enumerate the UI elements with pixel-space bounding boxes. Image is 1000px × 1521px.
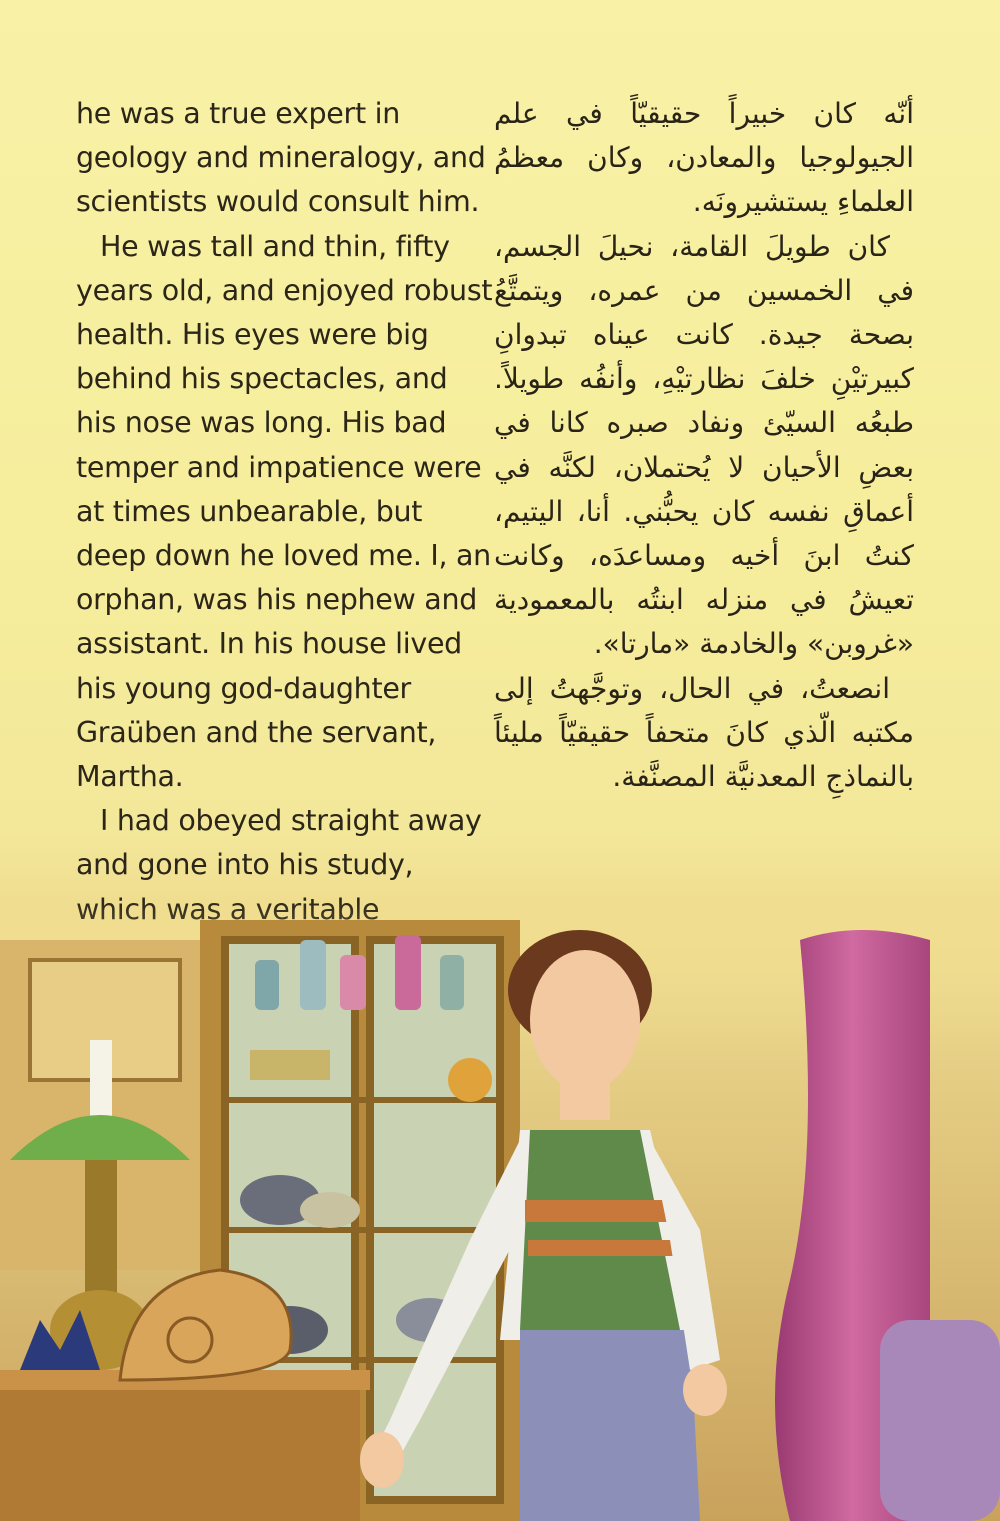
boy-neck [560,1080,610,1120]
english-paragraph-2: He was tall and thin, fifty years old, and enjoyed robust health. His eyes were big behind his spectacles, and his nose was long. His bad temper and impatience were at times unbearable, but deep down he loved me. I, an orphan, was his nephew and assistant. In his house lived his young god-daughter Graüben and the servant, Martha. [76,229,493,794]
lamp-stem [85,1160,117,1300]
purple-chair [880,1320,1000,1521]
bottle-5 [440,955,464,1010]
wooden-table [0,1380,360,1521]
arabic-paragraph-1: أنّه كان خبيراً حقيقيّاً في علم الجيولوجيا والمعادن، وكان معظمُ العلماءِ يستشيرونَه. [494,97,914,219]
english-paragraph-3: I had obeyed straight away and gone into his study, [76,804,482,882]
arabic-paragraph-3: انصعتُ، في الحال، وتوجَّهتُ إلى مكتبه الّذي كانَ متحفاً حقيقيّاً مليئاً بالنماذجِ المعدنيَّة المصنَّفة. [494,671,914,794]
boy-left-hand [360,1432,404,1488]
boy-right-hand [683,1364,727,1416]
gold-bars [250,1050,330,1080]
study-illustration [0,900,1000,1521]
bottle-1 [255,960,279,1010]
mineral-rock-2 [300,1192,360,1228]
mineral-crystal [448,1058,492,1102]
vest-stripe-2 [528,1240,678,1256]
arabic-paragraph-2: كان طويلَ القامة، نحيلَ الجسم، في الخمسين من عمره، ويتمتَّعُ بصحة جيدة. كانت عيناه تبدوانِ كبيرتيْنِ خلفَ نظارتيْهِ، وأنفُه طويلاً. طبعُه السيّئ ونفاد صبره كانا في بعضِ الأحيان لا يُحتملان، لكنَّه في أعماقِ نفسه كان يحبُّني. أنا، اليتيم، كنتُ ابنَ أخيه ومساعدَه، وكانت تعيشُ في منزله ابنتُه بالمعمودية «غروبن» والخادمة «مارتا». [494,229,914,661]
english-text-column [76,92,496,1020]
illustration-svg [0,900,1000,1521]
english-paragraph-1: he was a true expert in geology and mineralogy, and scientists would consult him. [76,97,486,219]
lamp-chimney [90,1040,112,1120]
bottle-2 [300,940,326,1010]
arabic-text-column [494,92,914,799]
bottle-4 [395,935,421,1010]
bottle-3 [340,955,366,1010]
vest-stripe-1 [525,1200,675,1222]
boy-face [530,950,640,1090]
boy-trousers [520,1330,700,1521]
